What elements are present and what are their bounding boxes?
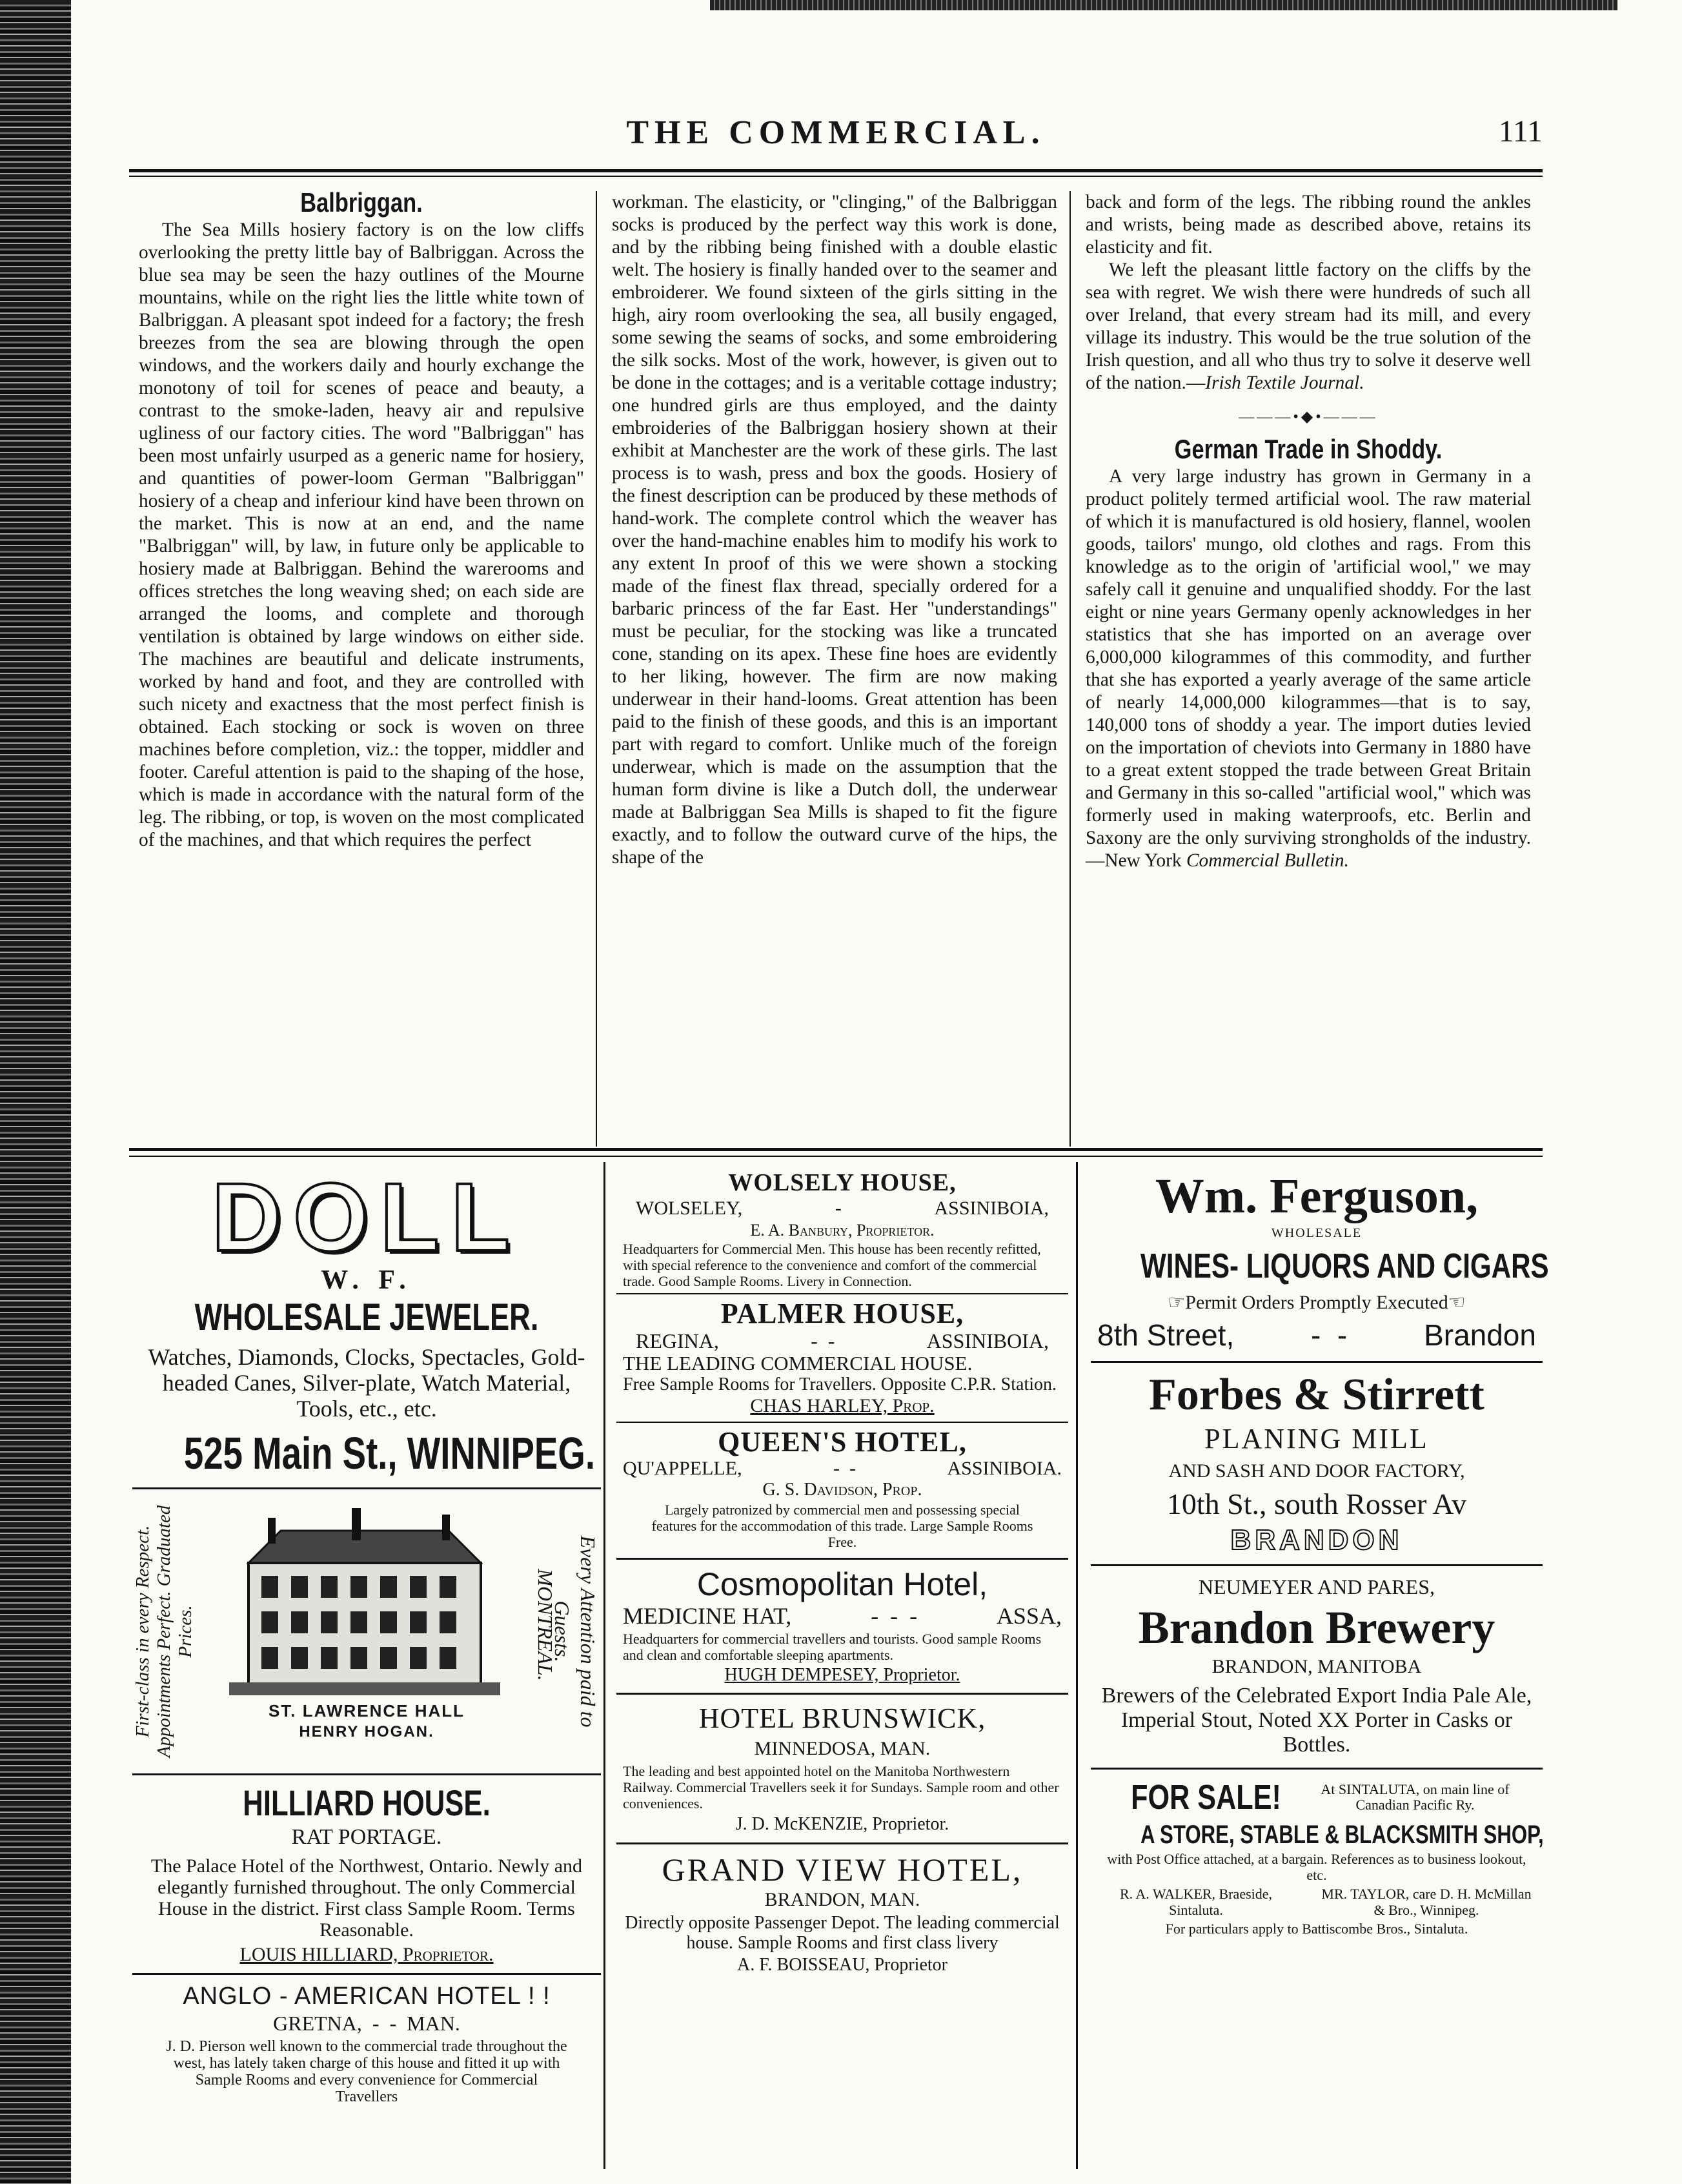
queens-text: Largely patronized by commercial men and possessing special features for the accommodation of this trade. Large Sample Rooms Free. <box>651 1502 1033 1550</box>
article-paragraph: workman. The elasticity, or "clinging," of the Balbriggan socks is produced by the perfect way this work is done, and by the ribbing being finished with a double elastic welt. The hosiery is finally handed over to the seamer and embroiderer. We found sixteen of the girls sitting in the high, airy room overlooking the sea, all busily engaged, some sewing the seams of socks, and some embroidering the silk socks. Most of the work, however, is given out to be done in the cottages; and is a veritable cottage industry; one hundred girls are thus employed, and the dainty embroideries of the Balbriggan hosiery shown at their exhibit at Manchester are the work of these girls. The last process is to wash, press and box the goods. Hosiery of the finest description can be produced by these methods of hand-work. The complete control which the weaver has over the hand-machine enables him to modify his work to any extent In proof of this we were shown a stocking made of the finest flax thread, specially ordered for a barbaric princess of the far East. Her "understandings" must be peculiar, for the stocking was like a truncated cone, standing on its apex. These fine hoes are evidently to her liking, however. The firm are now making underwear in their hand-looms. Great attention has been paid to the finish of these goods, and this is an important part with regard to comfort. Unlike much of the foreign underwear, which is made on the assumption that the human form divine is like a Dutch doll, the underwear made at Balbriggan Sea Mills is shaped to fit the figure exactly, and to follow the outward curve of the hips, the shape of the <box>612 192 1057 868</box>
hilliard-place: RAT PORTAGE. <box>291 1825 442 1849</box>
grandview-name: GRAND VIEW HOTEL, <box>662 1852 1023 1888</box>
queens-proprietor: G. S. Davidson, Prop. <box>762 1480 922 1500</box>
article-paragraph: We left the pleasant little factory on the cliffs by the sea with regret. We wish there were hundreds of such all over Ireland, that every stream had its mill, and every village its industry. This would be the true solution of the Irish question, and all who thus try to solve it deserve well of the nation.—Irish Textile Journal. <box>1086 260 1531 393</box>
palmer-name: PALMER HOUSE, <box>720 1298 964 1329</box>
forbes-name: Forbes & Stirrett <box>1149 1370 1484 1420</box>
st-lawrence-left-text: First-class in every Respect. Appointments Perfect. Graduated Prices. <box>132 1505 196 1758</box>
wolsely-place: WOLSELEY, - ASSINIBOIA, <box>636 1198 1049 1219</box>
brewery-text: Brewers of the Celebrated Export India Pale Ale, Imperial Stout, Noted XX Porter in Casks or Bottles. <box>1101 1684 1532 1757</box>
st-lawrence-proprietor: HENRY HOGAN. <box>299 1723 434 1740</box>
st-lawrence-city: MONTREAL. <box>534 1569 557 1681</box>
forsale-ref1: R. A. WALKER, Braeside, Sintaluta. <box>1119 1886 1273 1918</box>
ad-hotel-brunswick <box>616 1701 1068 1836</box>
wolsely-name: WOLSELY HOUSE, <box>728 1169 957 1196</box>
st-lawrence-name: ST. LAWRENCE HALL <box>268 1701 465 1720</box>
grandview-proprietor: A. F. BOISSEAU, Proprietor <box>737 1955 947 1975</box>
forbes-address: 10th St., south Rosser Av <box>1166 1487 1467 1520</box>
ad-brandon-brewery <box>1091 1573 1543 1761</box>
ad-cosmopolitan-hotel <box>616 1566 1068 1686</box>
brunswick-text: The leading and best appointed hotel on the Manitoba Northwestern Railway. Commercial Travellers seek it for Sundays. Sample room and other conveniences. <box>623 1763 1059 1811</box>
hilliard-proprietor: LOUIS HILLIARD, Proprietor. <box>239 1944 494 1965</box>
ad-wolsely-house <box>616 1169 1068 1289</box>
palmer-place: REGINA, - - ASSINIBOIA, <box>636 1329 1049 1352</box>
brewery-place: BRANDON, MANITOBA <box>1211 1656 1422 1677</box>
article-paragraph: The Sea Mills hosiery factory is on the low cliffs overlooking the pretty little bay of Balbriggan. Across the blue sea may be seen the hazy outlines of the Mourne mountains, while on the right lies the little white town of Balbriggan. A pleasant spot indeed for a factory; the fresh breezes from the sea are blowing through the open windows, and the workers daily and hourly exchange the monotony of toil for scenes of peace and beauty, a contrast to the smoke-laden, heavy air and repulsive ugliness of our factory cities. The word "Balbriggan" has been most unfairly usurped as a generic name for hosiery, and quantities of power-loom German "Balbriggan" hosiery of a cheap and inferiour kind have been thrown on the market. This is now at an end, and the name "Balbriggan" will, by law, in future only be applicable to hosiery made at Balbriggan. Behind the warerooms and offices stretches the long weaving shed; on each side are arranged the looms, and complete and thorough ventilation is obtained by large windows on either side. The machines are beautiful and delicate instruments, worked by hand and foot, and they are controlled with such nicety and exactness that the most perfect finish is obtained. Each stocking or sock is woven on three machines before completion, viz.: the topper, middler and footer. Careful attention is paid to the shaping of the hose, which is made in accordance with the natural form of the leg. The ribbing, or top, is woven on the most complicated of the machines, and that which requires the perfect <box>139 219 584 850</box>
ad-hilliard-house <box>132 1782 601 1966</box>
anglo-text: J. D. Pierson well known to the commercial trade throughout the west, has lately taken charge of this house and fitted it up with Sample Rooms and every convenience for Commercial Travellers <box>166 2038 567 2105</box>
doll-initials: W. F. <box>321 1265 412 1295</box>
palmer-proprietor: CHAS HARLEY, Prop. <box>750 1395 935 1416</box>
doll-goods: Watches, Diamonds, Clocks, Spectacles, Gold-headed Canes, Silver-plate, Watch Material, Tools, etc., etc. <box>148 1344 585 1422</box>
article-column-2 <box>612 191 1057 869</box>
brewery-name: Brandon Brewery <box>1138 1602 1495 1653</box>
article-paragraph: A very large industry has grown in Germany in a product politely termed artificial wool. The raw material of which it is manufactured is old hosiery, flannel, woolen goods, tailors' mungo, old clothes and rags. From this knowledge as to the origin of 'artificial wool," we may safely call it genuine and unqualified shoddy. For the last eight or nine years Germany openly acknowledges in her statistics that she has imported on an average over 6,000,000 kilogrammes of this commodity, and further that she has exported a yearly average of the same article of nearly 14,000,000 kilogrammes—that is to say, 140,000 tons of shoddy a year. The import duties levied on the importation of cheviots into Germany in 1880 have to a great extent stopped the trade between Great Britain and Germany in this so-called "artificial wool," which was formerly used in making waterproofs, etc. Berlin and Saxony are the only surviving strongholds of the industry.—New York Commercial Bulletin. <box>1086 466 1531 871</box>
ads-left-column <box>132 1163 601 2169</box>
ad-grand-view-hotel <box>616 1851 1068 1976</box>
ad-doll <box>132 1163 601 1481</box>
brunswick-place: MINNEDOSA, MAN. <box>754 1738 931 1759</box>
forbes-mill: PLANING MILL <box>1204 1423 1429 1454</box>
column-rule <box>1069 191 1071 1147</box>
palmer-text: Free Sample Rooms for Travellers. Opposite C.P.R. Station. <box>623 1374 1057 1394</box>
forbes-factory: AND SASH AND DOOR FACTORY, <box>1168 1460 1465 1482</box>
cosmopolitan-place: MEDICINE HAT, - - - ASSA, <box>623 1603 1062 1629</box>
ads-middle-column <box>616 1169 1068 2169</box>
ads-column-rule <box>1076 1162 1078 2169</box>
ad-queens-hotel <box>616 1427 1068 1551</box>
ad-anglo-american-hotel <box>132 1981 601 2108</box>
brewery-owners: NEUMEYER AND PARES, <box>1199 1575 1435 1598</box>
forsale-item: A STORE, STABLE & BLACKSMITH SHOP, <box>1140 1821 1544 1849</box>
pointing-hand-icon: ☜ <box>1448 1292 1466 1313</box>
article-heading-balbriggan: Balbriggan. <box>300 187 423 218</box>
ads-top-rule-thin <box>129 1156 1543 1157</box>
brunswick-proprietor: J. D. McKENZIE, Proprietor. <box>735 1814 949 1834</box>
hilliard-text: The Palace Hotel of the Northwest, Ontario. Newly and elegantly furnished throughout. The only Commercial House in the district. First class Sample Room. Terms Reasonable. <box>150 1855 583 1941</box>
ferguson-type: WHOLESALE <box>1271 1226 1363 1240</box>
brunswick-name: HOTEL BRUNSWICK, <box>698 1702 986 1734</box>
anglo-name: ANGLO - AMERICAN HOTEL ! ! <box>183 1983 551 2010</box>
hotel-engraving <box>229 1505 500 1699</box>
doll-name: DOLL <box>211 1163 522 1271</box>
anglo-place: GRETNA, - - MAN. <box>273 2012 460 2035</box>
cosmopolitan-text: Headquarters for commercial travellers and tourists. Good sample Rooms and clean and comfortable sleeping apartments. <box>623 1631 1042 1663</box>
st-lawrence-right-text: Every Attention paid to Guests. <box>551 1535 600 1728</box>
forsale-text: with Post Office attached, at a bargain. References as to business lookout, etc. <box>1107 1851 1526 1883</box>
forbes-town: BRANDON <box>1230 1524 1403 1556</box>
ad-wm-ferguson <box>1091 1169 1549 1354</box>
masthead <box>129 114 1543 172</box>
ad-st-lawrence-hall <box>132 1496 601 1767</box>
article-column-3 <box>1086 191 1531 872</box>
masthead-rule <box>129 169 1543 172</box>
cosmopolitan-name: Cosmopolitan Hotel, <box>696 1566 988 1602</box>
grandview-text: Directly opposite Passenger Depot. The leading commercial house. Sample Rooms and first class livery <box>625 1913 1060 1953</box>
page-number: 111 <box>1498 114 1543 148</box>
ad-forbes-stirrett <box>1091 1369 1543 1558</box>
masthead-rule-thin <box>129 176 1543 177</box>
article-source: Commercial Bulletin. <box>1186 850 1349 871</box>
queens-place: QU'APPELLE, - - ASSINIBOIA. <box>623 1458 1062 1479</box>
palmer-tagline: THE LEADING COMMERCIAL HOUSE. <box>623 1352 973 1374</box>
queens-name: QUEEN'S HOTEL, <box>718 1426 967 1458</box>
article-heading-shoddy: German Trade in Shoddy. <box>1174 434 1443 464</box>
article-column-1 <box>139 187 584 852</box>
ad-for-sale <box>1091 1776 1543 1937</box>
grandview-place: BRANDON, MAN. <box>764 1889 920 1910</box>
doll-trade: WHOLESALE JEWELER. <box>194 1296 539 1338</box>
forsale-location: At SINTALUTA, on main line of Canadian Pacific Ry. <box>1321 1781 1510 1813</box>
scan-top-border <box>710 0 1617 10</box>
forsale-references <box>1091 1883 1543 1921</box>
page-title: THE COMMERCIAL. <box>626 114 1046 151</box>
section-divider: ———•◆•——— <box>1239 409 1378 425</box>
cosmopolitan-proprietor: HUGH DEMPESEY, Proprietor. <box>724 1665 960 1685</box>
article-source: Irish Textile Journal. <box>1205 373 1364 393</box>
ferguson-name: Wm. Ferguson, <box>1155 1169 1479 1223</box>
forsale-apply: For particulars apply to Battiscombe Bros., Sintaluta. <box>1165 1921 1468 1937</box>
column-rule <box>596 191 597 1147</box>
binding-edge <box>0 0 71 2184</box>
hilliard-name: HILLIARD HOUSE. <box>243 1782 491 1823</box>
ferguson-goods: WINES- LIQUORS AND CIGARS <box>1140 1247 1549 1285</box>
article-paragraph: back and form of the legs. The ribbing round the ankles and wrists, being made as described above, retains its elasticity and fit. <box>1086 192 1531 258</box>
forsale-ref2: MR. TAYLOR, care D. H. McMillan & Bro., Winnipeg. <box>1321 1886 1532 1918</box>
pointing-hand-icon: ☞ <box>1168 1292 1186 1313</box>
forsale-headline: FOR SALE! <box>1130 1778 1281 1817</box>
ferguson-address: 8th Street, - - Brandon <box>1097 1318 1536 1352</box>
ads-top-rule <box>129 1148 1543 1151</box>
ferguson-permit: ☞Permit Orders Promptly Executed☜ <box>1168 1292 1466 1313</box>
wolsely-text: Headquarters for Commercial Men. This house has been recently refitted, with special reference to the convenience and comfort of the commercial trade. Good Sample Rooms. Livery in Connection. <box>623 1241 1041 1289</box>
ads-right-column <box>1091 1169 1549 2169</box>
wolsely-proprietor: E. A. Banbury, Proprietor. <box>750 1221 935 1240</box>
doll-address: 525 Main St., WINNIPEG. <box>183 1428 595 1478</box>
ads-column-rule <box>603 1162 605 2169</box>
ad-palmer-house <box>616 1298 1068 1418</box>
